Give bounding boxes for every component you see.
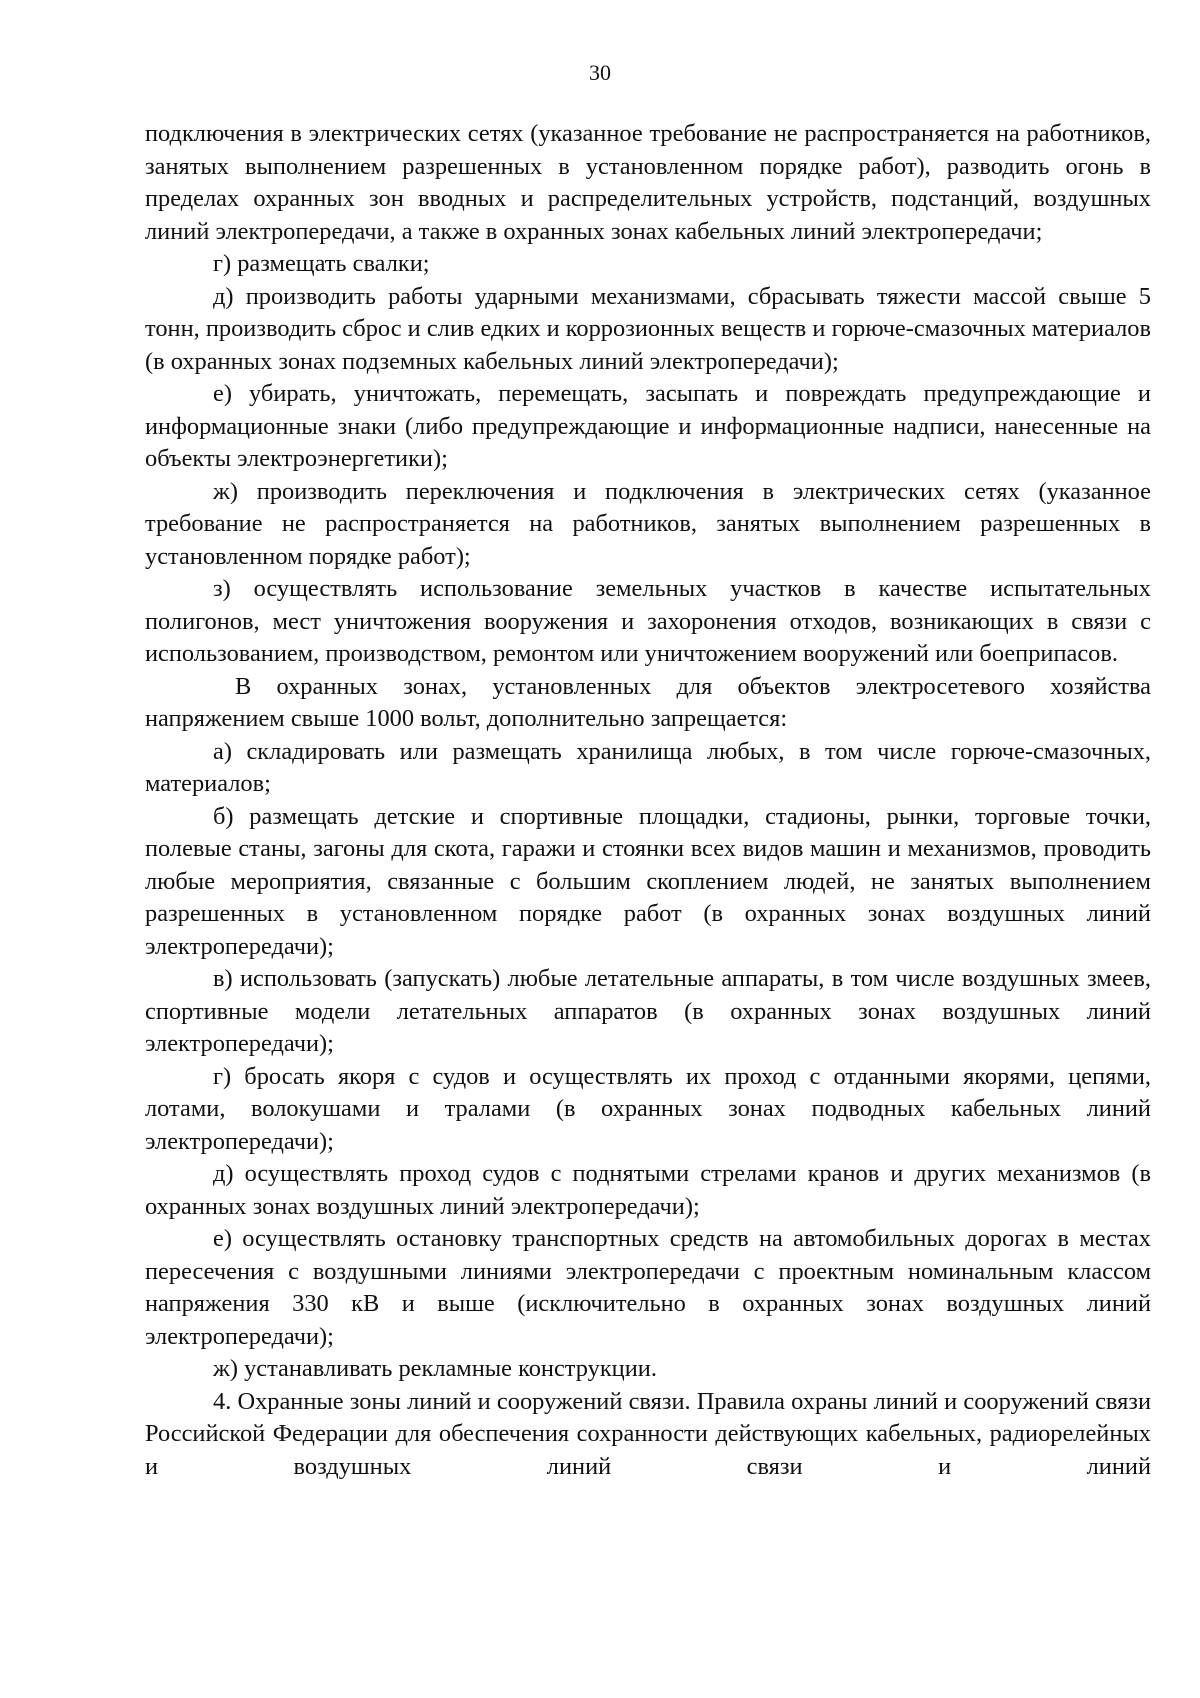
paragraph-continuation: подключения в электрических сетях (указанное требование не распространяется на работников, занятых выполнением разрешенных в установленном порядке работ), разводить огонь в пределах охранных зон вводных и распределительных устройств, подстанций, воздушных линий электропередачи, а также в охранных зонах кабельных линий электропередачи; [145,120,1151,245]
section-4-heading-paragraph: 4. Охранные зоны линий и сооружений связи. Правила охраны линий и сооружений связи Российской Федерации для обеспечения сохранности действующих кабельных, радиорелейных и воздушных линий связи и линий [145,1387,1151,1480]
list-item-e: е) убирать, уничтожать, перемещать, засыпать и повреждать предупреждающие и информационные знаки (либо предупреждающие и информационные надписи, нанесенные на объекты электроэнергетики); [145,380,1151,472]
document-body [145,118,1151,1483]
list-item-e-2: е) осуществлять остановку транспортных средств на автомобильных дорогах в местах пересечения с воздушными линиями электропередачи с проектным номинальным классом напряжения 330 кВ и выше (исключительно в охранных зонах воздушных линий электропередачи); [145,1225,1151,1350]
list-item-b: б) размещать детские и спортивные площадки, стадионы, рынки, торговые точки, полевые станы, загоны для скота, гаражи и стоянки всех видов машин и механизмов, проводить любые мероприятия, связанные с большим скоплением людей, не занятых выполнением разрешенных в установленном порядке работ (в охранных зонах воздушных линий электропередачи); [145,802,1151,960]
list-item-v: в) использовать (запускать) любые летательные аппараты, в том числе воздушных змеев, спортивные модели летательных аппаратов (в охранных зонах воздушных линий электропередачи); [145,965,1151,1057]
list-item-zh: ж) производить переключения и подключения в электрических сетях (указанное требование не распространяется на работников, занятых выполнением разрешенных в установленном порядке работ); [145,477,1151,570]
list-item-d: д) производить работы ударными механизмами, сбрасывать тяжести массой свыше 5 тонн, производить сброс и слив едких и коррозионных веществ и горюче-смазочных материалов (в охранных зонах подземных кабельных линий электропередачи); [145,282,1151,375]
list-item-z: з) осуществлять использование земельных участков в качестве испытательных полигонов, мест уничтожения вооружения и захоронения отходов, возникающих в связи с использованием, производством, ремонтом или уничтожением вооружений или боеприпасов. [145,575,1151,667]
list-item-a: а) складировать или размещать хранилища любых, в том числе горюче-смазочных, материалов; [145,737,1151,797]
list-item-g: г) размещать свалки; [213,250,430,277]
paragraph-additional-prohibitions: В охранных зонах, установленных для объектов электросетевого хозяйства напряжением свыше 1000 вольт, дополнительно запрещается: [145,672,1151,732]
page-number: 30 [589,60,611,85]
list-item-g-2: г) бросать якоря с судов и осуществлять их проход с отданными якорями, цепями, лотами, волокушами и тралами (в охранных зонах подводных кабельных линий электропередачи); [145,1062,1151,1155]
list-item-zh-2: ж) устанавливать рекламные конструкции. [213,1355,657,1382]
list-item-d-2: д) осуществлять проход судов с поднятыми стрелами кранов и других механизмов (в охранных зонах воздушных линий электропередачи); [145,1160,1151,1220]
